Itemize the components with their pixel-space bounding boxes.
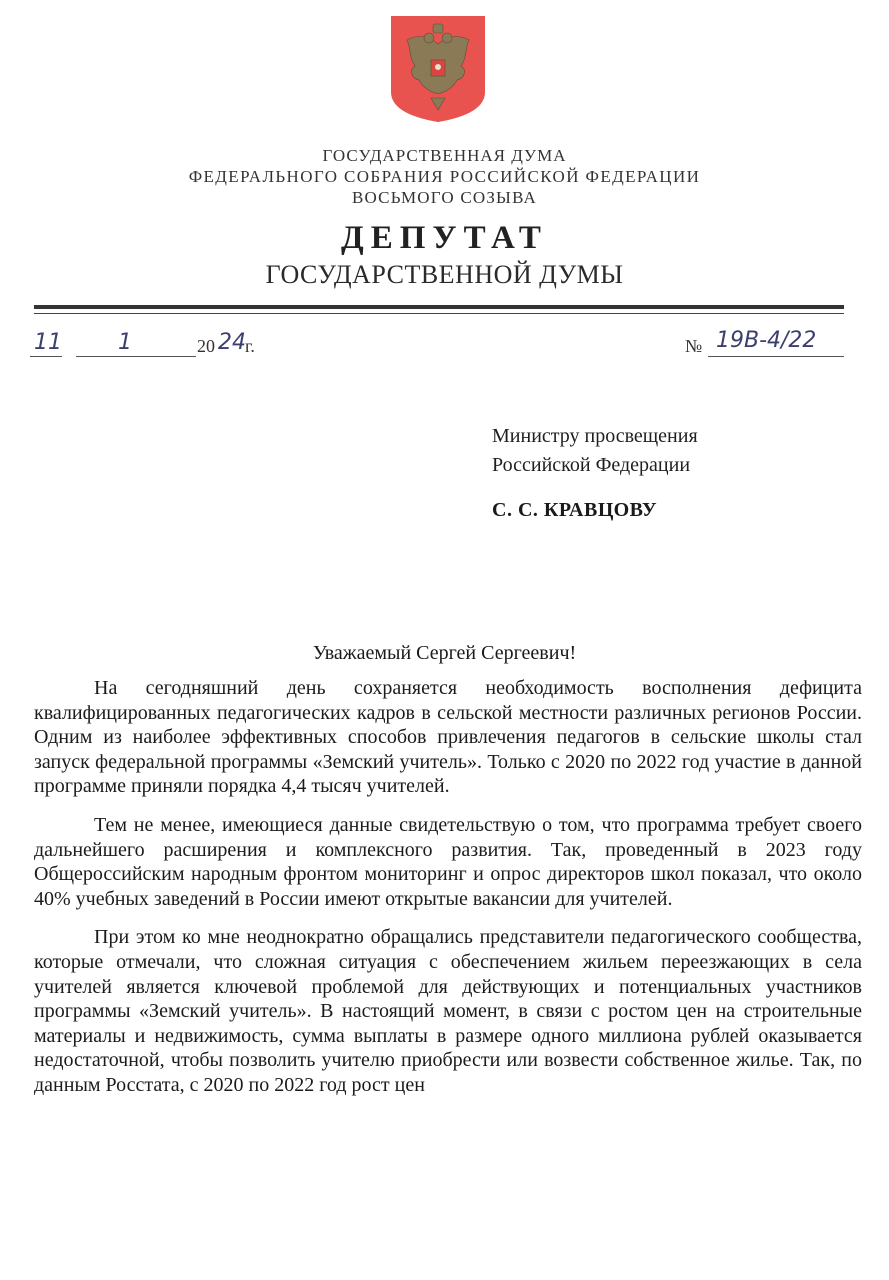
header-subtitle: ГОСУДАРСТВЕННОЙ ДУМЫ [265,260,624,289]
letter-body [34,676,862,1112]
date-month: 1 [118,330,132,355]
date-year-suffix: 24 [218,330,246,355]
header-title-deputy: ДЕПУТАТ [341,220,548,256]
addressee-name: С. С. КРАВЦОВУ [492,499,658,521]
header-line-duma: ГОСУДАРСТВЕННАЯ ДУМА [322,146,567,165]
header-divider-thick [34,305,844,309]
addressee-line-1: Министру просвещения [492,425,698,447]
addressee-block [492,422,698,480]
header-divider-thin [34,313,844,314]
date-day-underline [30,356,62,357]
letter-paragraph-1: На сегодняшний день сохраняется необходимость восполнения дефицита квалифицированных педагогических кадров в сельской местности различных регионов России. Одним из наиболее эффективных способов привлечения педагогов в сельские школы стал запуск федеральной программы «Земский учитель». Только с 2020 по 2022 год участие в данной программе приняли порядка 4,4 тысяч учителей. [34,677,862,798]
date-year-prefix: 20 [197,336,215,356]
letter-paragraph-2: Тем не менее, имеющиеся данные свидетельствую о том, что программа требует своего дальнейшего расширения и комплексного развития. Так, проведенный в 2023 году Общероссийским народным фронтом мониторинг и опрос директоров школ показал, что около 40% учебных заведений в России имеют открытые вакансии для учителей. [34,813,862,910]
dateline [30,330,850,364]
letter-paragraph-3: При этом ко мне неоднократно обращались представители педагогического сообщества, которые отмечали, что сложная ситуация с обеспечением жильем переезжающих в села учителей является ключевой проблемой для действующих и потенциальных участников программы «Земский учитель». В настоящий момент, в связи с ростом цен на строительные материалы и недвижимость, сумма выплаты в размере одного миллиона рублей оказывается недостаточной, чтобы позволить учителю приобрести или возвести собственное жилье. Так, по данным Росстата, с 2020 по 2022 год рост цен [34,926,862,1096]
number-label: № [685,336,703,356]
letter-greeting: Уважаемый Сергей Сергеевич! [312,642,577,664]
header-line-federal-assembly: ФЕДЕРАЛЬНОГО СОБРАНИЯ РОССИЙСКОЙ ФЕДЕРАЦИИ [188,167,701,186]
document-number: 19В-4/22 [716,328,817,353]
number-underline [708,356,844,357]
date-day: 11 [34,330,62,355]
addressee-line-2: Российской Федерации [492,454,691,476]
date-year-unit: г. [245,336,255,356]
header-line-convocation: ВОСЬМОГО СОЗЫВА [351,188,538,207]
coat-of-arms-emblem [389,14,487,124]
date-month-underline [76,356,196,357]
